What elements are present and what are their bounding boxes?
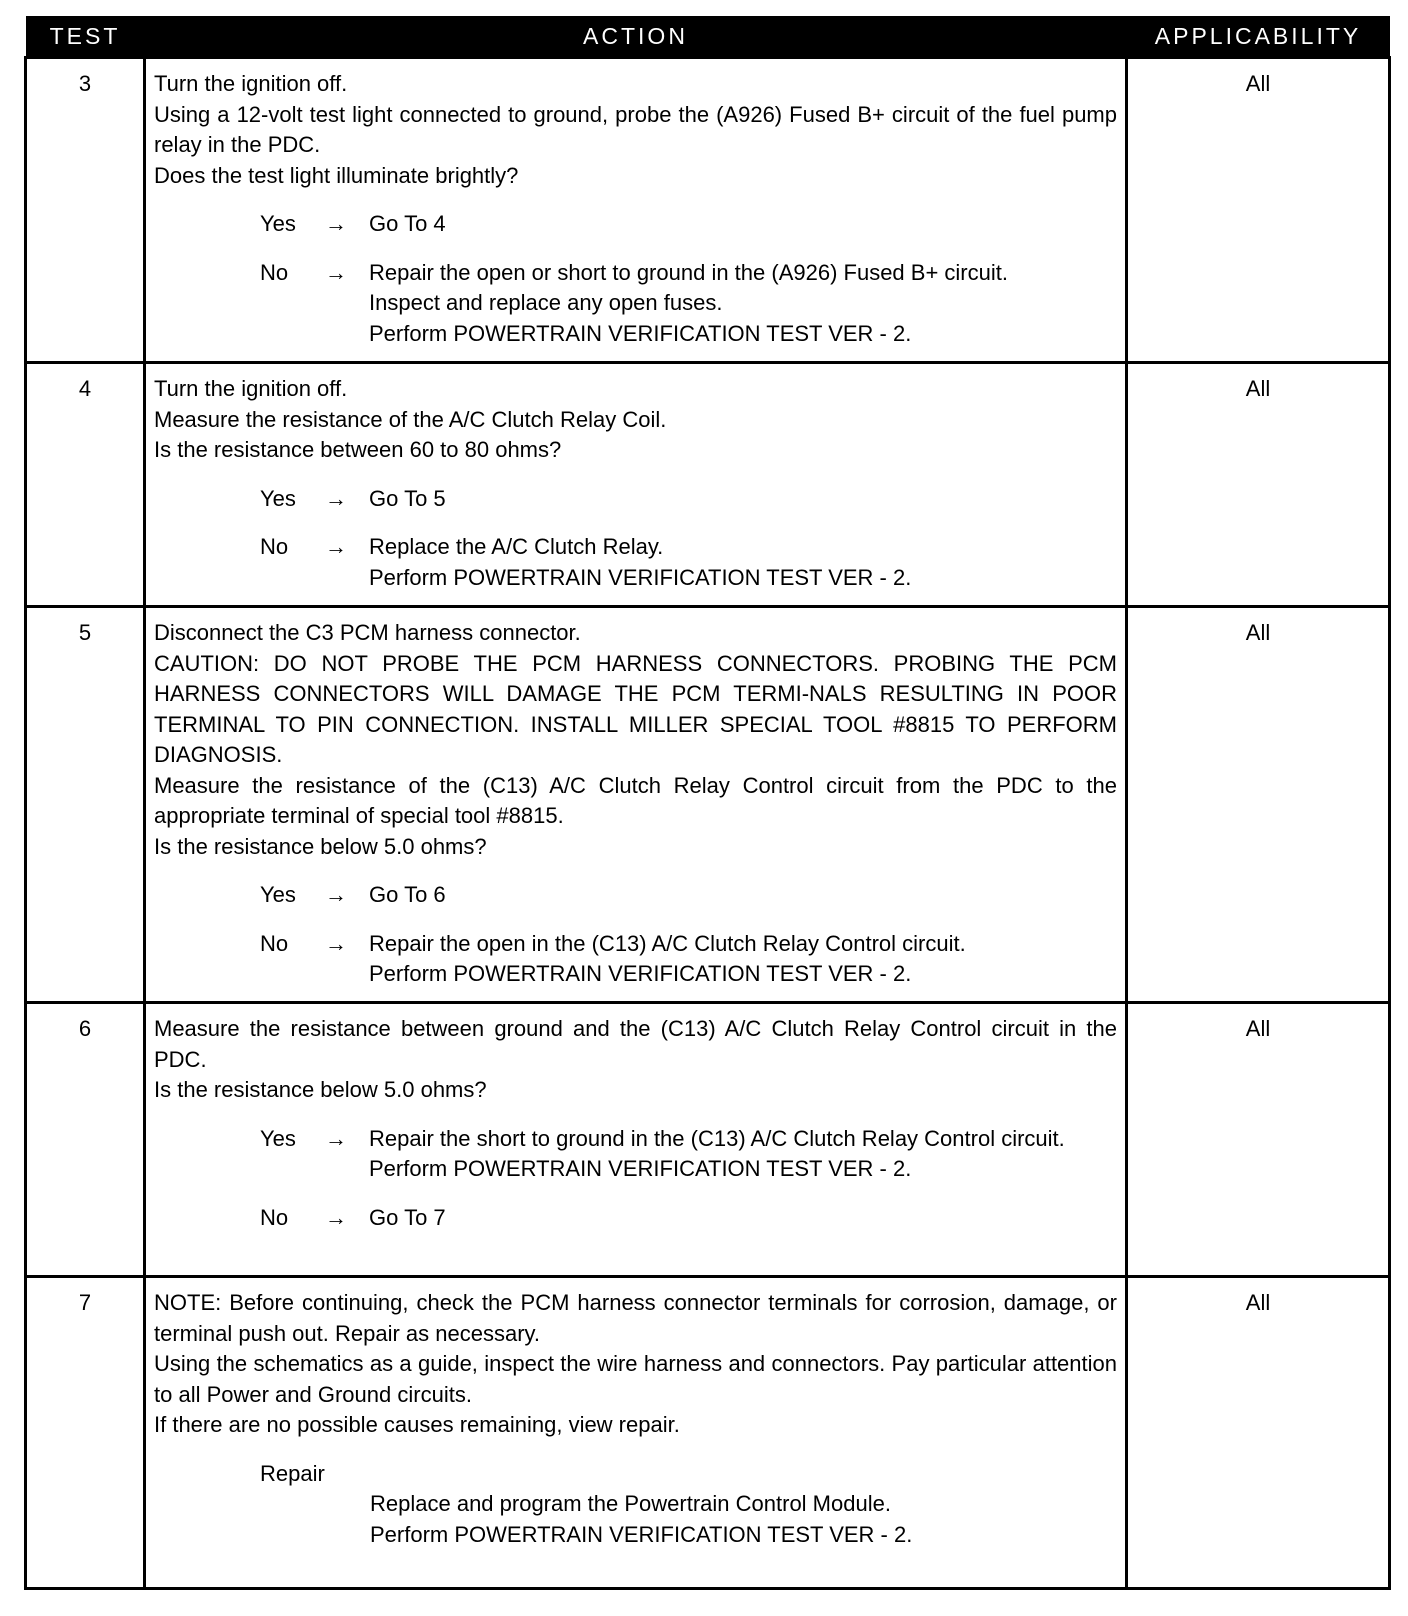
test-number: 3 bbox=[26, 58, 145, 363]
test-number: 5 bbox=[26, 607, 145, 1003]
arrow-icon: → bbox=[325, 485, 347, 511]
yes-label: Yes bbox=[260, 485, 296, 511]
diagnostic-table bbox=[24, 16, 1391, 1590]
arrow-icon: → bbox=[325, 211, 347, 236]
header-test: TEST bbox=[26, 16, 145, 58]
branch-text: Perform POWERTRAIN VERIFICATION TEST VER - 2. bbox=[369, 320, 912, 346]
applicability-cell: All bbox=[1127, 607, 1390, 1003]
action-line: Is the resistance below 5.0 ohms? bbox=[154, 833, 487, 859]
applicability-cell: All bbox=[1127, 1277, 1390, 1589]
yes-branch bbox=[154, 880, 1117, 911]
repair-text: Replace and program the Powertrain Control Module. bbox=[370, 1491, 891, 1516]
branch-text: Perform POWERTRAIN VERIFICATION TEST VER - 2. bbox=[369, 961, 912, 986]
yes-label: Yes bbox=[260, 1125, 296, 1151]
branch-text: Go To 7 bbox=[369, 1204, 446, 1230]
no-branch bbox=[154, 929, 1117, 990]
action-line: Disconnect the C3 PCM harness connector. bbox=[154, 620, 581, 645]
action-cell bbox=[145, 58, 1127, 363]
no-label: No bbox=[260, 534, 289, 559]
table-row bbox=[26, 1003, 1390, 1277]
branch-text: Perform POWERTRAIN VERIFICATION TEST VER - 2. bbox=[369, 564, 912, 590]
yes-branch bbox=[154, 484, 1117, 515]
no-label: No bbox=[260, 1204, 289, 1230]
branch-text: Go To 6 bbox=[369, 882, 446, 907]
note-text: NOTE: Before continuing, check the PCM harness connector terminals for corrosion, damage, or terminal push out. Repair as necessary. bbox=[154, 1290, 1117, 1346]
branch-text: Repair the open or short to ground in the (A926) Fused B+ circuit. bbox=[369, 259, 1008, 285]
test-number: 7 bbox=[26, 1277, 145, 1589]
branch-text: Replace the A/C Clutch Relay. bbox=[369, 534, 664, 559]
no-branch bbox=[154, 1203, 1117, 1234]
arrow-icon: → bbox=[325, 534, 347, 559]
branch-text: Perform POWERTRAIN VERIFICATION TEST VER - 2. bbox=[369, 1156, 912, 1181]
action-line: Turn the ignition off. bbox=[154, 376, 348, 401]
yes-label: Yes bbox=[260, 211, 296, 236]
branch-text: Go To 4 bbox=[369, 211, 446, 236]
test-number: 4 bbox=[26, 363, 145, 607]
yes-branch bbox=[154, 1124, 1117, 1185]
yes-label: Yes bbox=[260, 882, 296, 907]
action-cell bbox=[145, 607, 1127, 1003]
arrow-icon: → bbox=[325, 930, 347, 956]
repair-text: Perform POWERTRAIN VERIFICATION TEST VER - 2. bbox=[370, 1521, 913, 1547]
action-line: Using a 12-volt test light connected to ground, probe the (A926) Fused B+ circuit of the fuel pump relay in the PDC. bbox=[154, 101, 1117, 157]
no-branch bbox=[154, 258, 1117, 350]
applicability-cell: All bbox=[1127, 363, 1390, 607]
action-line: Is the resistance between 60 to 80 ohms? bbox=[154, 437, 562, 462]
branch-text: Go To 5 bbox=[369, 485, 446, 511]
table-row bbox=[26, 1277, 1390, 1589]
header-action: ACTION bbox=[145, 16, 1127, 58]
test-number: 6 bbox=[26, 1003, 145, 1277]
action-cell bbox=[145, 1277, 1127, 1589]
action-line: Turn the ignition off. bbox=[154, 71, 348, 96]
no-branch bbox=[154, 532, 1117, 593]
table-row bbox=[26, 363, 1390, 607]
branch-text: Repair the short to ground in the (C13) A/C Clutch Relay Control circuit. bbox=[369, 1125, 1065, 1151]
action-line: Measure the resistance of the A/C Clutch Relay Coil. bbox=[154, 406, 667, 432]
action-line: Is the resistance below 5.0 ohms? bbox=[154, 1077, 487, 1102]
header-row bbox=[26, 16, 1390, 58]
arrow-icon: → bbox=[325, 259, 347, 285]
action-line: Measure the resistance between ground and the (C13) A/C Clutch Relay Control circuit in the PDC. bbox=[154, 1016, 1117, 1072]
action-line: Does the test light illuminate brightly? bbox=[154, 162, 519, 188]
branch-text: Inspect and replace any open fuses. bbox=[369, 290, 723, 315]
table-row bbox=[26, 607, 1390, 1003]
arrow-icon: → bbox=[325, 1125, 347, 1151]
diagnostic-table-sheet bbox=[24, 16, 1388, 1592]
caution-text: CAUTION: DO NOT PROBE THE PCM HARNESS CONNECTORS. PROBING THE PCM HARNESS CONNECTORS WILL DAMAGE THE PCM TERMI-NALS RESULTING IN POOR TERMINAL TO PIN CONNECTION. INSTALL MILLER SPECIAL TOOL #8815 TO PERFORM DIAGNOSIS. bbox=[154, 650, 1117, 767]
header-applicability: APPLICABILITY bbox=[1127, 16, 1390, 58]
action-cell bbox=[145, 363, 1127, 607]
no-label: No bbox=[260, 930, 289, 956]
applicability-cell: All bbox=[1127, 1003, 1390, 1277]
yes-branch bbox=[154, 209, 1117, 240]
action-cell bbox=[145, 1003, 1127, 1277]
arrow-icon: → bbox=[325, 1204, 347, 1230]
applicability-cell: All bbox=[1127, 58, 1390, 363]
action-line: If there are no possible causes remaining, view repair. bbox=[154, 1412, 680, 1437]
action-line: Using the schematics as a guide, inspect the wire harness and connectors. Pay particular attention to all Power and Ground circuits. bbox=[154, 1351, 1117, 1407]
arrow-icon: → bbox=[325, 882, 347, 907]
repair-label: Repair bbox=[260, 1460, 325, 1486]
table-row bbox=[26, 58, 1390, 363]
action-line: Measure the resistance of the (C13) A/C Clutch Relay Control circuit from the PDC to the appropriate terminal of special tool #8815. bbox=[154, 772, 1117, 828]
no-label: No bbox=[260, 259, 289, 285]
branch-text: Repair the open in the (C13) A/C Clutch Relay Control circuit. bbox=[369, 930, 966, 956]
